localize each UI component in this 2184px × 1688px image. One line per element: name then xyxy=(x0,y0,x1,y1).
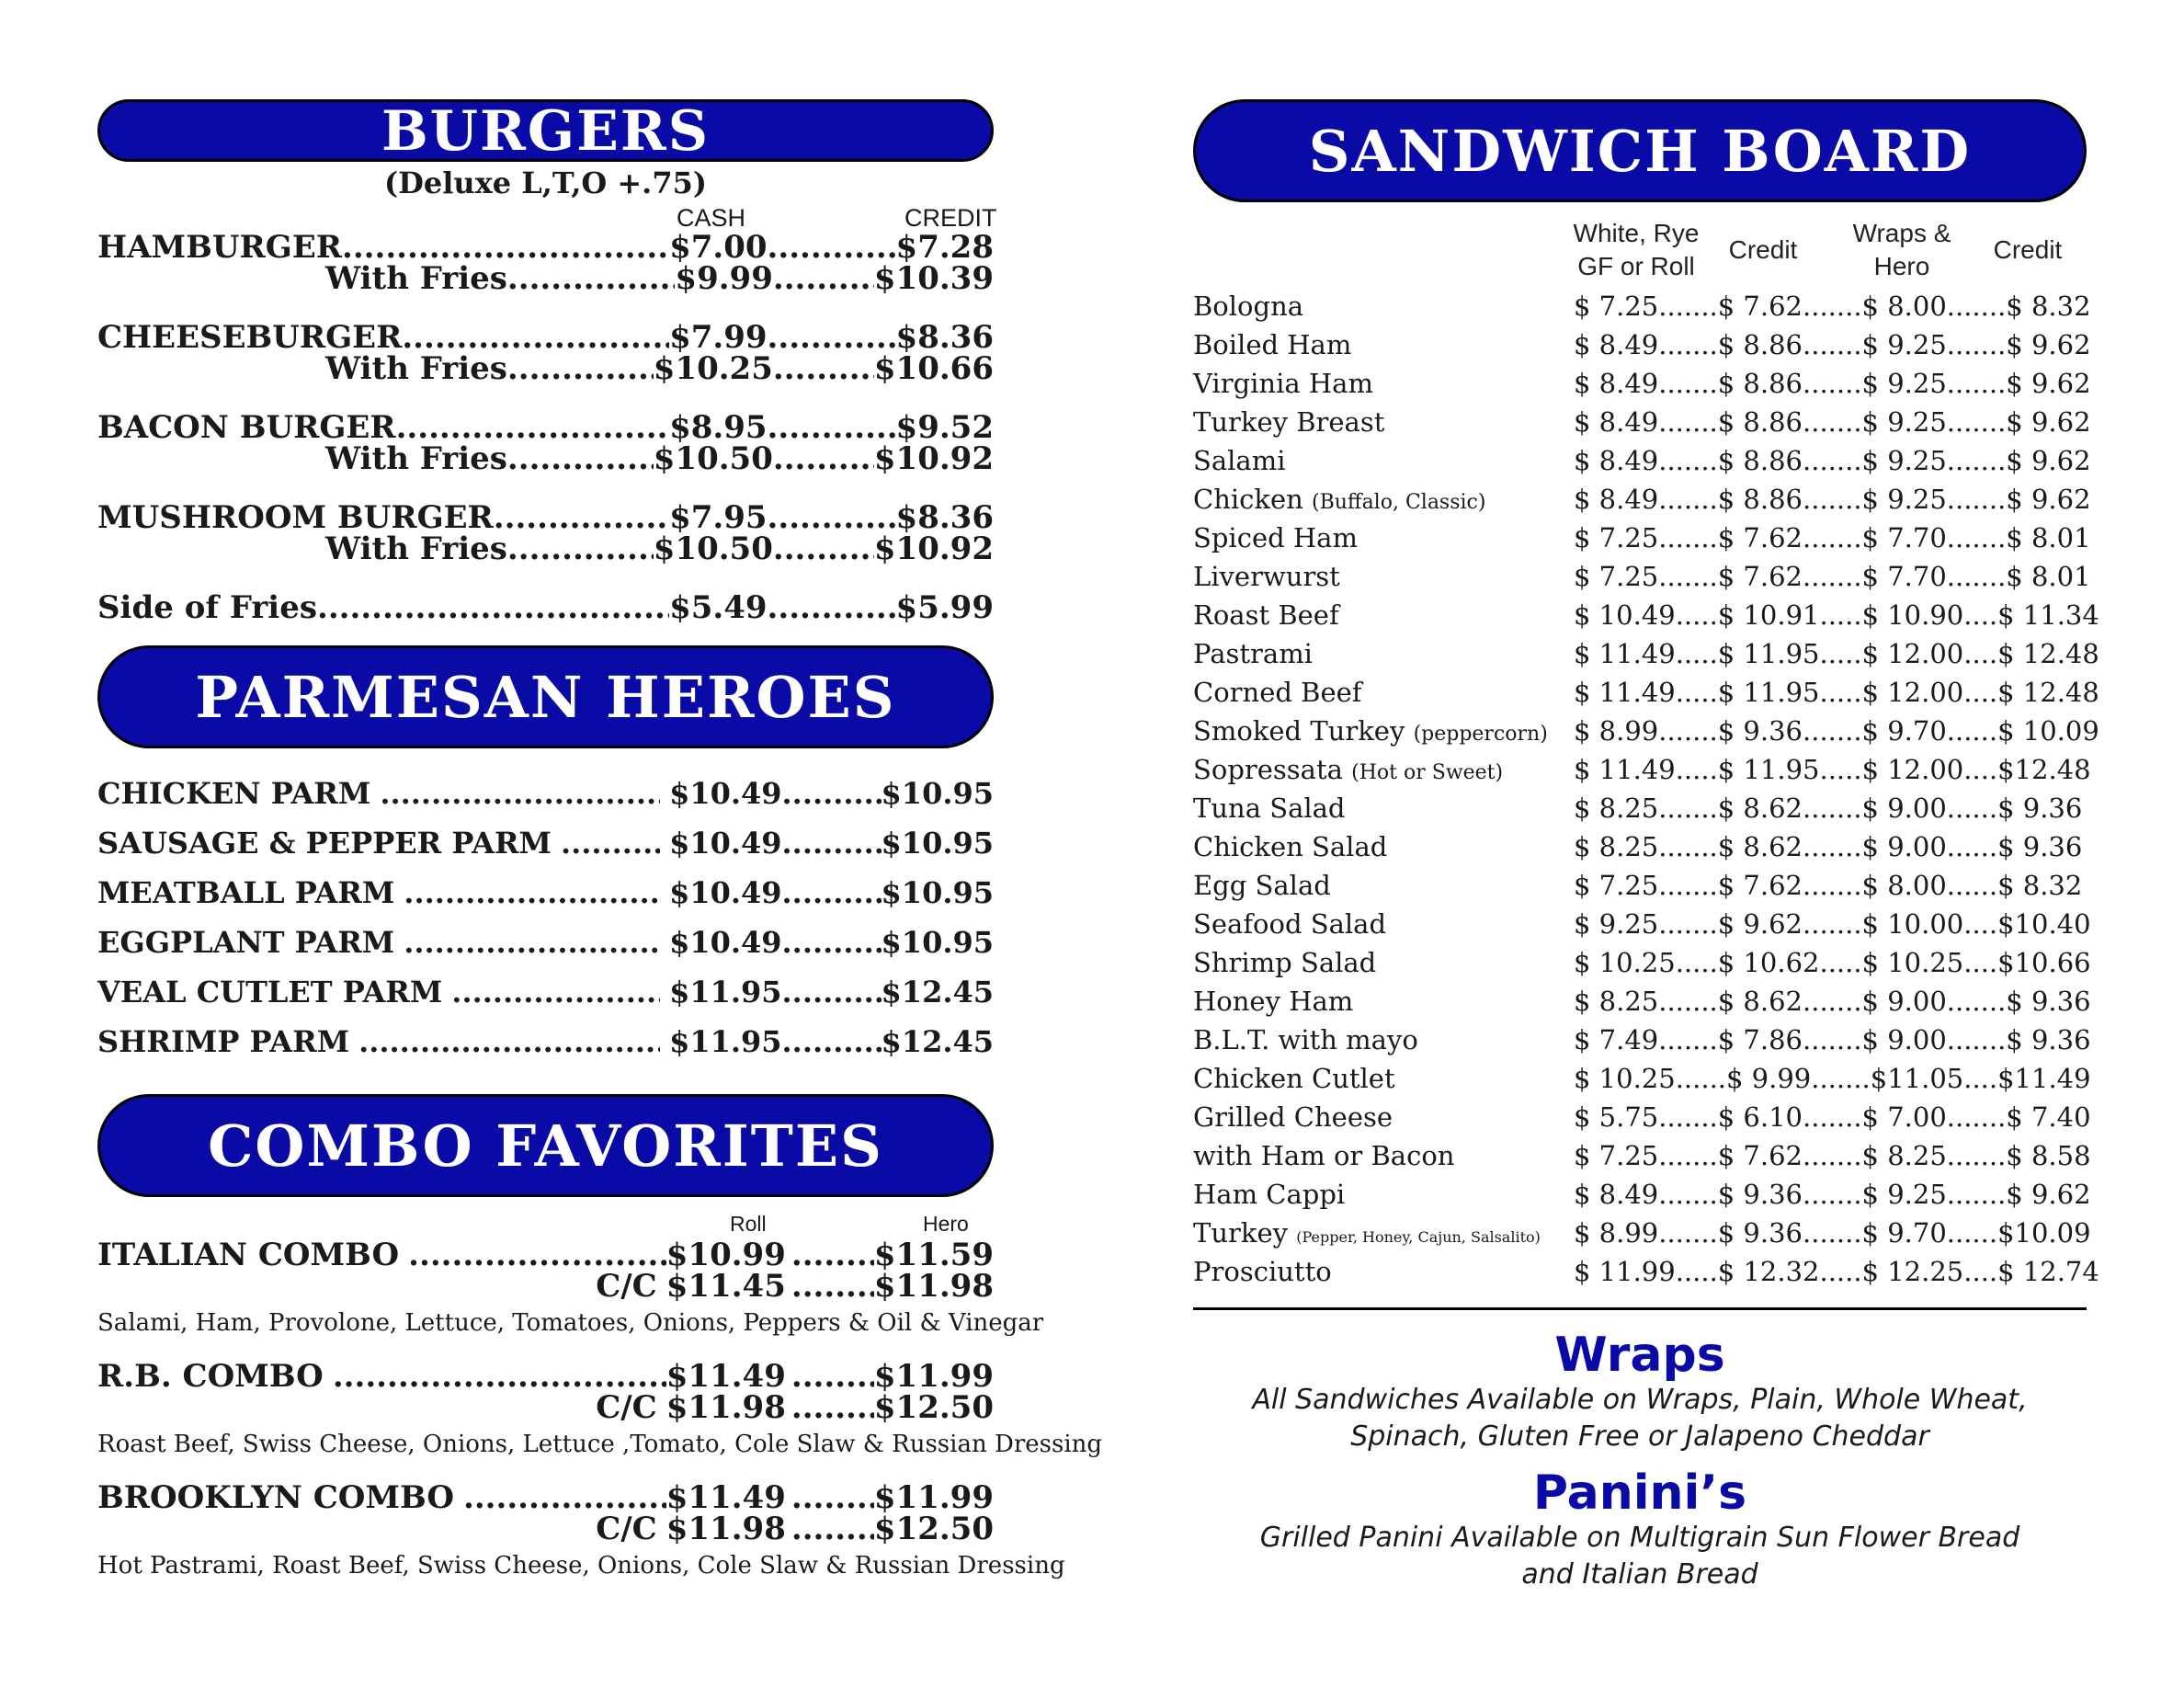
burger-row xyxy=(97,409,994,446)
burger-item xyxy=(97,499,994,567)
parm-row xyxy=(97,868,994,918)
roll-price: $11.49 xyxy=(665,1479,786,1516)
sandwich-name xyxy=(1193,403,1384,441)
sandwich-row xyxy=(1193,1136,2091,1175)
item-prices: $ 10.25.....$ 10.62.....$ 10.25....$10.66 xyxy=(1574,947,2091,978)
right-column xyxy=(1193,99,2099,1593)
cc-label: C/C xyxy=(596,1268,657,1305)
combo-item xyxy=(97,1479,1065,1580)
item-name: BROOKLYN COMBO xyxy=(97,1479,454,1516)
sandwich-name xyxy=(1193,519,1358,557)
item-name: Pastrami xyxy=(1193,638,1313,669)
fries-credit-price: $10.66 xyxy=(873,350,994,387)
credit-price: $10.95 xyxy=(881,776,994,811)
fries-label: With Fries xyxy=(325,350,507,387)
credit-header: CREDIT xyxy=(904,204,997,232)
fries-credit-price: $10.39 xyxy=(873,260,994,297)
roll-price: $10.99 xyxy=(665,1237,786,1273)
fries-cash-price: $10.50 xyxy=(653,440,773,477)
sandwich-row xyxy=(1193,364,2091,403)
item-prices: $ 8.49.......$ 8.86.......$ 9.25.......$ 9.62 xyxy=(1574,406,2091,438)
combo-description: Hot Pastrami, Roast Beef, Swiss Cheese, Onions, Cole Slaw & Russian Dressing xyxy=(97,1552,1065,1580)
credit-price: $5.99 xyxy=(895,589,994,626)
wraps-line-2: Spinach, Gluten Free or Jalapeno Cheddar xyxy=(1350,1420,1929,1453)
hero-price: $11.99 xyxy=(873,1479,994,1516)
burger-item xyxy=(97,229,994,297)
cash-price: $10.49 xyxy=(669,875,782,910)
fries-credit-price: $10.92 xyxy=(873,530,994,567)
sandwich-board-banner: SANDWICH BOARD xyxy=(1193,99,2087,202)
roll-header: Roll xyxy=(730,1212,767,1236)
cash-price: $11.95 xyxy=(669,1024,782,1059)
item-prices: $ 9.25.......$ 9.62.......$ 10.00....$10.40 xyxy=(1574,908,2091,940)
item-name: B.L.T. with mayo xyxy=(1193,1024,1418,1055)
sandwich-row xyxy=(1193,480,2091,519)
sandwich-row xyxy=(1193,1098,2091,1136)
header-white-rye: White, Rye xyxy=(1573,219,1700,247)
item-prices: $ 7.25.......$ 7.62.......$ 8.25.......$ 8.58 xyxy=(1574,1140,2091,1171)
wraps-line-1: All Sandwiches Available on Wraps, Plain, Whole Wheat, xyxy=(1252,1384,2028,1416)
burger-item xyxy=(97,409,994,477)
sandwich-row xyxy=(1193,287,2091,325)
item-name: Shrimp Salad xyxy=(1193,947,1377,978)
item-name: Smoked Turkey xyxy=(1193,715,1405,747)
item-name: BACON BURGER xyxy=(97,409,396,446)
credit-price: $12.45 xyxy=(881,1024,994,1059)
item-name: CHEESEBURGER xyxy=(97,319,403,356)
credit-price: $10.95 xyxy=(881,875,994,910)
item-name: Ham Cappi xyxy=(1193,1179,1346,1210)
sandwich-name xyxy=(1193,1175,1345,1214)
side-of-fries-row xyxy=(97,589,994,626)
item-name: Chicken xyxy=(1193,484,1303,515)
sandwich-row xyxy=(1193,866,2087,905)
with-fries-row xyxy=(97,530,994,567)
combo-row xyxy=(97,1479,994,1516)
fries-cash-price: $10.25 xyxy=(653,350,773,387)
sandwich-name xyxy=(1193,1214,1541,1257)
item-prices: $ 11.49.....$ 11.95.....$ 12.00....$ 12.48 xyxy=(1574,677,2099,708)
header-wraps: Wraps & xyxy=(1852,219,1951,247)
cc-label: C/C xyxy=(596,1389,657,1426)
combo-favorites-banner: COMBO FAVORITES xyxy=(97,1094,994,1197)
combo-list xyxy=(97,1237,1103,1580)
item-name: with Ham or Bacon xyxy=(1193,1140,1455,1171)
item-prices: $ 7.25.......$ 7.62.......$ 8.00......$ 8.32 xyxy=(1574,870,2083,901)
credit-price: $8.36 xyxy=(895,499,994,536)
cc-hero-price: $12.50 xyxy=(873,1511,994,1547)
item-prices: $ 8.49.......$ 8.86.......$ 9.25.......$ 9.62 xyxy=(1574,445,2091,476)
credit-price: $12.45 xyxy=(881,975,994,1009)
item-note: (Pepper, Honey, Cajun, Salsalito) xyxy=(1296,1228,1541,1246)
sandwich-name xyxy=(1193,1136,1454,1175)
sandwich-name xyxy=(1193,480,1485,522)
parm-row xyxy=(97,818,994,868)
roll-price: $11.49 xyxy=(665,1358,786,1395)
item-prices: $ 11.49.....$ 11.95.....$ 12.00....$ 12.48 xyxy=(1574,638,2099,669)
cash-price: $10.49 xyxy=(669,776,782,811)
combo-row xyxy=(97,1239,994,1271)
item-name: Sopressata xyxy=(1193,754,1343,785)
with-fries-row xyxy=(97,350,994,387)
sandwich-name xyxy=(1193,827,1387,866)
item-name: EGGPLANT PARM xyxy=(97,925,395,960)
cash-price: $5.49 xyxy=(669,589,768,626)
credit-price: $9.52 xyxy=(895,409,994,446)
sandwich-header xyxy=(1193,202,2087,287)
parm-list xyxy=(97,769,994,1066)
burger-list xyxy=(97,229,994,567)
item-prices: $ 8.49.......$ 8.86.......$ 9.25.......$ 9.62 xyxy=(1574,329,2091,360)
cc-roll-price: $11.45 xyxy=(665,1268,786,1305)
item-name: HAMBURGER xyxy=(97,229,342,266)
item-prices: $ 8.25.......$ 8.62.......$ 9.00......$ 9.36 xyxy=(1574,831,2083,862)
fries-cash-price: $10.50 xyxy=(653,530,773,567)
fries-credit-price: $10.92 xyxy=(873,440,994,477)
sandwich-row xyxy=(1193,519,2091,557)
fries-label: With Fries xyxy=(325,440,507,477)
sandwich-row xyxy=(1193,673,2099,712)
sandwich-name xyxy=(1193,905,1386,943)
cash-price: $8.95 xyxy=(669,409,768,446)
item-name: SAUSAGE & PEPPER PARM xyxy=(97,826,552,861)
panini-title: Panini’s xyxy=(1532,1466,1747,1521)
item-name: Egg Salad xyxy=(1193,870,1331,901)
combo-cc-row xyxy=(97,1268,994,1305)
sandwich-name xyxy=(1193,557,1340,596)
with-fries-row xyxy=(97,440,994,477)
parm-row xyxy=(97,967,994,1017)
wraps-title: Wraps xyxy=(1554,1328,1725,1383)
sandwich-row xyxy=(1193,712,2099,750)
parm-row xyxy=(97,769,994,818)
combo-cc-row xyxy=(97,1513,994,1545)
item-name: Turkey xyxy=(1193,1217,1289,1249)
cash-price: $11.95 xyxy=(669,975,782,1009)
sandwich-name xyxy=(1193,634,1313,673)
item-name: Honey Ham xyxy=(1193,986,1354,1017)
burgers-price-header xyxy=(97,200,997,232)
hero-header: Hero xyxy=(923,1212,969,1236)
sandwich-row xyxy=(1193,750,2091,789)
header-credit-2: Credit xyxy=(1993,235,2063,264)
burger-row xyxy=(97,229,994,266)
parmesan-heroes-banner: PARMESAN HEROES xyxy=(97,645,994,748)
item-name: Grilled Cheese xyxy=(1193,1101,1393,1133)
burgers-subtitle: (Deluxe L,T,O +.75) xyxy=(384,165,707,200)
item-name: Corned Beef xyxy=(1193,677,1362,708)
cash-price: $7.95 xyxy=(669,499,768,536)
item-prices: $ 10.49.....$ 10.91.....$ 10.90....$ 11.34 xyxy=(1574,599,2099,631)
sandwich-row xyxy=(1193,557,2091,596)
credit-price: $7.28 xyxy=(895,229,994,266)
item-prices: $ 7.25.......$ 7.62.......$ 8.00.......$ 8.32 xyxy=(1574,291,2091,322)
item-prices: $ 8.49.......$ 9.36.......$ 9.25.......$ 9.62 xyxy=(1574,1179,2091,1210)
sandwich-name xyxy=(1193,1059,1395,1098)
sandwich-row xyxy=(1193,1214,2091,1252)
sandwich-name xyxy=(1193,673,1362,712)
sandwich-row xyxy=(1193,943,2091,982)
sandwich-row xyxy=(1193,634,2099,673)
sandwich-row xyxy=(1193,789,2087,827)
item-prices: $ 11.49.....$ 11.95.....$ 12.00....$12.48 xyxy=(1574,754,2091,785)
item-note: (Buffalo, Classic) xyxy=(1312,491,1486,514)
sandwich-row xyxy=(1193,827,2087,866)
hero-price: $11.59 xyxy=(873,1237,994,1273)
item-name: Bologna xyxy=(1193,291,1304,322)
combo-cc-row xyxy=(97,1389,994,1426)
header-hero: Hero xyxy=(1873,252,1930,280)
item-prices: $ 10.25......$ 9.99.......$11.05....$11.49 xyxy=(1574,1063,2091,1094)
divider xyxy=(1193,1307,2087,1310)
item-prices: $ 8.99.......$ 9.36.......$ 9.70......$ 10.09 xyxy=(1574,715,2099,747)
sandwich-name xyxy=(1193,596,1339,634)
item-prices: $ 8.25.......$ 8.62.......$ 9.00......$ 9.36 xyxy=(1574,793,2083,824)
fries-cash-price: $9.99 xyxy=(675,260,773,297)
sandwich-name xyxy=(1193,325,1351,364)
sandwich-row xyxy=(1193,982,2091,1021)
parm-row xyxy=(97,1017,994,1066)
burger-row xyxy=(97,499,994,536)
panini-line-1: Grilled Panini Available on Multigrain Sun Flower Bread xyxy=(1259,1522,2020,1554)
sandwich-name xyxy=(1193,712,1548,754)
credit-price: $10.95 xyxy=(881,826,994,861)
sandwich-name xyxy=(1193,1252,1332,1291)
item-note: (peppercorn) xyxy=(1413,723,1548,746)
item-name: MEATBALL PARM xyxy=(97,875,395,910)
item-name: Tuna Salad xyxy=(1193,793,1346,824)
parm-row xyxy=(97,918,994,967)
sandwich-name xyxy=(1193,1021,1418,1059)
item-prices: $ 8.99.......$ 9.36.......$ 9.70......$10.09 xyxy=(1574,1217,2091,1249)
fries-label: With Fries xyxy=(325,530,507,567)
item-name: VEAL CUTLET PARM xyxy=(97,975,443,1009)
item-name: Roast Beef xyxy=(1193,599,1339,631)
item-name: SHRIMP PARM xyxy=(97,1024,350,1059)
sandwich-row xyxy=(1193,1059,2091,1098)
combo-description: Salami, Ham, Provolone, Lettuce, Tomatoes, Onions, Peppers & Oil & Vinegar xyxy=(97,1309,1044,1337)
sandwich-name xyxy=(1193,943,1376,982)
cash-price: $7.99 xyxy=(669,319,768,356)
cc-label: C/C xyxy=(596,1511,657,1547)
sandwich-name xyxy=(1193,364,1373,403)
left-column xyxy=(97,99,1103,1603)
combo-description: Roast Beef, Swiss Cheese, Onions, Lettuce ,Tomato, Cole Slaw & Russian Dressing xyxy=(97,1431,1103,1458)
item-prices: $ 5.75.......$ 6.10.......$ 7.00.......$ 7.40 xyxy=(1574,1101,2091,1133)
combo-row xyxy=(97,1358,994,1395)
item-name: Spiced Ham xyxy=(1193,522,1358,553)
header-gf-roll: GF or Roll xyxy=(1577,252,1695,280)
item-note: (Hot or Sweet) xyxy=(1351,761,1504,784)
sandwich-row xyxy=(1193,1021,2091,1059)
sandwich-row xyxy=(1193,905,2091,943)
item-prices: $ 7.25.......$ 7.62.......$ 7.70.......$ 8.01 xyxy=(1574,561,2091,592)
panini-line-2: and Italian Bread xyxy=(1521,1558,1758,1591)
item-name: Salami xyxy=(1193,445,1286,476)
credit-price: $10.95 xyxy=(881,925,994,960)
item-name: Liverwurst xyxy=(1193,561,1340,592)
item-prices: $ 11.99.....$ 12.32.....$ 12.25....$ 12.74 xyxy=(1574,1256,2099,1287)
cash-price: $10.49 xyxy=(669,826,782,861)
sandwich-list xyxy=(1193,287,2099,1291)
item-prices: $ 8.49.......$ 8.86.......$ 9.25.......$ 9.62 xyxy=(1574,484,2091,515)
sandwich-row xyxy=(1193,596,2099,634)
header-credit-1: Credit xyxy=(1728,235,1798,264)
combo-item xyxy=(97,1358,1103,1458)
burgers-banner: BURGERS xyxy=(97,99,994,162)
item-name: Virginia Ham xyxy=(1193,368,1373,399)
burger-row xyxy=(97,319,994,356)
cc-hero-price: $11.98 xyxy=(873,1268,994,1305)
sandwich-name xyxy=(1193,750,1503,793)
item-name: Prosciutto xyxy=(1193,1256,1332,1287)
item-name: CHICKEN PARM xyxy=(97,776,371,811)
item-name: Chicken Cutlet xyxy=(1193,1063,1395,1094)
credit-price: $8.36 xyxy=(895,319,994,356)
with-fries-row xyxy=(97,260,994,297)
sandwich-name xyxy=(1193,866,1331,905)
item-name: R.B. COMBO xyxy=(97,1358,324,1395)
item-name: Boiled Ham xyxy=(1193,329,1352,360)
sandwich-name xyxy=(1193,982,1353,1021)
item-name: Turkey Breast xyxy=(1193,406,1385,438)
item-name: MUSHROOM BURGER xyxy=(97,499,494,536)
combo-price-header xyxy=(97,1208,994,1239)
item-prices: $ 7.25.......$ 7.62.......$ 7.70.......$ 8.01 xyxy=(1574,522,2091,553)
sandwich-row xyxy=(1193,1175,2091,1214)
item-prices: $ 8.49.......$ 8.86.......$ 9.25.......$ 9.62 xyxy=(1574,368,2091,399)
cash-header: CASH xyxy=(677,204,746,232)
cc-hero-price: $12.50 xyxy=(873,1389,994,1426)
item-name: ITALIAN COMBO xyxy=(97,1237,400,1273)
item-prices: $ 7.49.......$ 7.86.......$ 9.00.......$ 9.36 xyxy=(1574,1024,2091,1055)
item-name: Seafood Salad xyxy=(1193,908,1387,940)
item-prices: $ 8.25.......$ 8.62.......$ 9.00.......$ 9.36 xyxy=(1574,986,2091,1017)
item-name: Side of Fries xyxy=(97,589,317,626)
item-name: Chicken Salad xyxy=(1193,831,1388,862)
sandwich-row xyxy=(1193,325,2091,364)
cc-roll-price: $11.98 xyxy=(665,1511,786,1547)
sandwich-name xyxy=(1193,441,1286,480)
sandwich-name xyxy=(1193,789,1346,827)
burger-item xyxy=(97,319,994,387)
cash-price: $10.49 xyxy=(669,925,782,960)
cc-roll-price: $11.98 xyxy=(665,1389,786,1426)
sandwich-row xyxy=(1193,403,2091,441)
hero-price: $11.99 xyxy=(873,1358,994,1395)
sandwich-row xyxy=(1193,441,2091,480)
fries-label: With Fries xyxy=(325,260,507,297)
combo-item xyxy=(97,1237,1044,1337)
cash-price: $7.00 xyxy=(669,229,768,266)
sandwich-name xyxy=(1193,1098,1393,1136)
sandwich-name xyxy=(1193,287,1303,325)
sandwich-row xyxy=(1193,1252,2099,1291)
